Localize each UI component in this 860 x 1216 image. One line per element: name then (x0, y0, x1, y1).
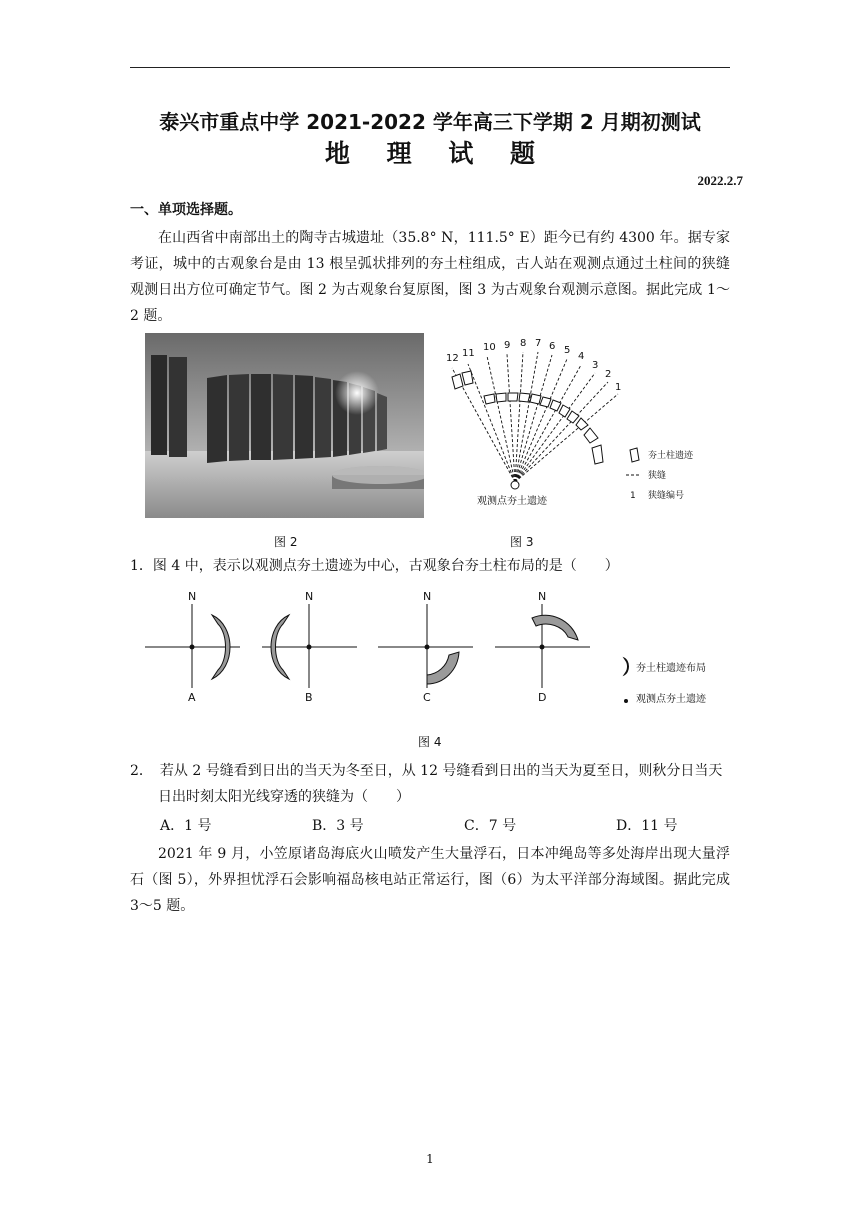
observer-point (511, 481, 519, 489)
slit-number-12: 12 (446, 353, 459, 364)
legend-slit-number-symbol: 1 (630, 491, 636, 501)
north-label-b: N (305, 590, 314, 603)
observer-label: 观测点夯土遗迹 (477, 496, 547, 507)
observer-dot-d (540, 645, 545, 650)
north-label-c: N (423, 590, 432, 603)
slit-number-10: 10 (483, 342, 496, 353)
axes (145, 604, 590, 688)
exam-title: 泰兴市重点中学 2021-2022 学年高三下学期 2 月期初测试 (159, 110, 701, 134)
question-1: 1．图 4 中，表示以观测点夯土遗迹为中心，古观象台夯土柱布局的是（ ） (130, 558, 619, 574)
observer-dot-c (425, 645, 430, 650)
layout-option-c (427, 652, 459, 684)
slit-number-7: 7 (535, 338, 542, 349)
legend-point-label: 观测点夯土遗迹 (636, 694, 706, 705)
legend-slit-number-label: 狭缝编号 (648, 491, 685, 501)
exam-date: 2022.2.7 (697, 173, 743, 188)
north-label-a: N (188, 590, 197, 603)
slit-number-11: 11 (462, 348, 475, 359)
layout-option-d (532, 615, 578, 640)
question-2: 2． 若从 2 号缝看到日出的当天为冬至日，从 12 号缝看到日出的当天为夏至日，则秋分日当天日出时刻太阳光线穿透的狭缝为（ ） (130, 763, 723, 805)
legend-layout-symbol (624, 658, 629, 675)
slit-number-3: 3 (592, 360, 599, 371)
legend-point-symbol (624, 699, 628, 703)
figure-4-diagram (140, 588, 730, 718)
header-rule (130, 67, 730, 68)
page-number: 1 (426, 1152, 434, 1166)
option-d: D．11 号 (616, 818, 678, 834)
option-c: C．7 号 (464, 818, 517, 834)
legend-pillar-symbol (630, 448, 639, 462)
option-b: B．3 号 (312, 818, 364, 834)
slit-number-4: 4 (578, 351, 585, 362)
observer-dot-a (190, 645, 195, 650)
option-label-d: D (538, 691, 547, 704)
figure-4-caption: 图 4 (418, 735, 442, 749)
figure-2-caption: 图 2 (274, 535, 298, 549)
pillar-shapes (452, 371, 603, 464)
legend-layout-label: 夯土柱遗迹布局 (636, 663, 706, 674)
option-label-c: C (423, 691, 431, 704)
passage-1: 在山西省中南部出土的陶寺古城遗址（35.8° N，111.5° E）距今已有约 4300 年。据专家考证，城中的古观象台是由 13 根呈弧状排列的夯土柱组成，古人站在观测点通过土柱间的狭缝观测日出方位可确定节气。图 2 为古观象台复原图，图 3 为古观象台观测示意图。据此完成 1～2 题。 (130, 230, 730, 324)
option-label-b: B (305, 691, 313, 704)
observer-dot-b (307, 645, 312, 650)
slit-number-2: 2 (605, 369, 612, 380)
legend-slit-label: 狭缝 (648, 471, 667, 481)
passage-2: 2021 年 9 月，小笠原诸岛海底火山喷发产生大量浮石，日本冲绳岛等多处海岸出现大量浮石（图 5），外界担忧浮石会影响福岛核电站正常运行，图（6）为太平洋部分海域图。据此完成 3～5 题。 (130, 846, 730, 914)
slit-number-5: 5 (564, 345, 571, 356)
option-a: A．1 号 (160, 818, 212, 834)
slit-number-6: 6 (549, 341, 556, 352)
figure-3-diagram (440, 332, 730, 517)
slit-lines (452, 352, 618, 482)
option-label-a: A (188, 691, 196, 704)
figure-3-caption: 图 3 (510, 535, 534, 549)
section-title: 一、单项选择题。 (130, 202, 242, 218)
exam-subject: 地 理 试 题 (324, 139, 550, 168)
legend-pillar-label: 夯土柱遗迹 (648, 451, 694, 461)
slit-number-8: 8 (520, 338, 527, 349)
slit-number-1: 1 (615, 382, 622, 393)
north-label-d: N (538, 590, 547, 603)
slit-number-9: 9 (504, 340, 511, 351)
figure-2-photo (145, 333, 424, 518)
